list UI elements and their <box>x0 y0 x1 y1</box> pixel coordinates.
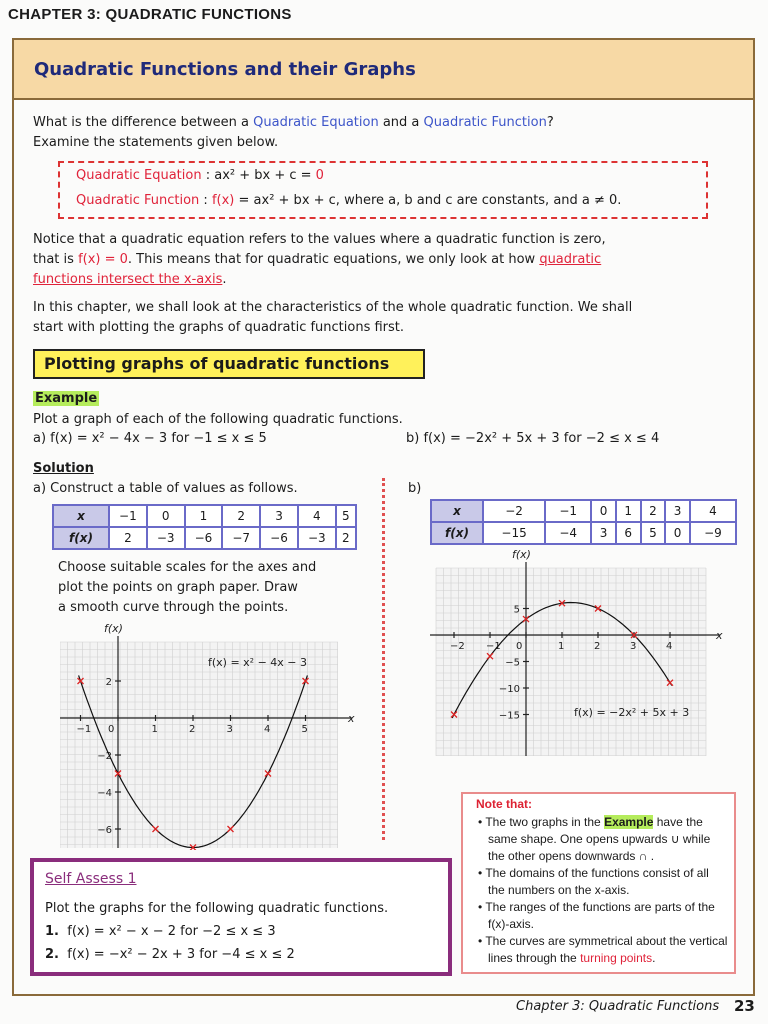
instruction-line-1: Choose suitable scales for the axes and <box>58 560 317 575</box>
x-tick-label: 4 <box>264 724 271 735</box>
note-text: The curves are symmetrical about the vertical lines through the <box>485 934 728 965</box>
table-cell: 4 <box>690 500 736 522</box>
x-tick-label: 3 <box>226 724 233 735</box>
example-text: Plot a graph of each of the following quadratic functions. <box>33 412 403 427</box>
note-title: Note that: <box>476 797 532 811</box>
x-tick-label: −1 <box>76 724 92 735</box>
section-title: Plotting graphs of quadratic functions <box>44 354 390 373</box>
x-tick-label: −2 <box>450 641 465 652</box>
function-fx: f(x) <box>211 193 235 208</box>
table-cell: 3 <box>591 522 616 544</box>
table-row <box>431 500 736 522</box>
table-row <box>53 505 356 527</box>
table-cell: 2 <box>109 527 147 549</box>
note-item: • The domains of the functions consist of all the numbers on the x-axis. <box>478 866 709 897</box>
notice-link-2: functions intersect the x-axis <box>33 272 223 287</box>
x-tick-label: 1 <box>151 724 158 735</box>
table-cell: −6 <box>260 527 298 549</box>
table-cell: 0 <box>147 505 185 527</box>
function-body: = ax² + bx + c, where a, b and c are constants, and a ≠ 0. <box>234 193 622 208</box>
x-tick-label: 2 <box>189 724 196 735</box>
equation-body: : ax² + bx + c = <box>201 168 316 183</box>
self-assess-body <box>45 897 388 966</box>
note-turning-points: turning points <box>580 951 653 965</box>
notice-link-1: quadratic <box>539 252 602 267</box>
x-tick-label: 2 <box>594 641 601 652</box>
instruction-line-3: a smooth curve through the points. <box>58 600 289 615</box>
y-tick-label: 5 <box>513 604 520 616</box>
self-assess-title: Self Assess 1 <box>45 871 137 887</box>
question-number: 2. <box>45 947 59 962</box>
function-label: Quadratic Function <box>76 193 200 208</box>
note-text: The domains of the functions consist of all the numbers on the x-axis. <box>485 866 709 897</box>
intro-text-2: and a <box>378 115 424 130</box>
solution-label: Solution <box>33 461 94 476</box>
x-tick-label: 5 <box>301 724 308 735</box>
equation-definition <box>76 168 324 183</box>
table-cell: 6 <box>616 522 641 544</box>
intro-question <box>33 113 554 153</box>
notice-fx-zero: f(x) = 0 <box>78 252 128 267</box>
y-tick-label: 2 <box>105 677 112 688</box>
table-cell: −3 <box>147 527 185 549</box>
equation-zero: 0 <box>315 168 324 183</box>
self-assess-text: Plot the graphs for the following quadratic functions. <box>45 901 389 916</box>
example-b: b) f(x) = −2x² + 5x + 3 for −2 ≤ x ≤ 4 <box>406 431 660 446</box>
table-cell: −3 <box>298 527 336 549</box>
x-tick-label: 0 <box>108 724 115 735</box>
chapter-para-line-1: In this chapter, we shall look at the characteristics of the whole quadratic function. We shall <box>33 300 633 315</box>
values-table-a <box>52 504 357 550</box>
table-cell: −7 <box>222 527 260 549</box>
note-item: • The curves are symmetrical about the vertical lines through the turning points. <box>478 934 728 965</box>
graph-paper <box>60 642 338 848</box>
table-cell: 5 <box>641 522 666 544</box>
chapter-paragraph <box>33 298 632 338</box>
table-cell: −4 <box>545 522 591 544</box>
curve-equation: f(x) = x² − 4x − 3 <box>208 656 308 669</box>
y-axis-label: f(x) <box>104 622 123 635</box>
page-title: Quadratic Functions and their Graphs <box>34 59 416 80</box>
table-cell: 3 <box>665 500 690 522</box>
note-text: have the same shape. One opens upwards ∪ while the other opens downwards ∩ . <box>488 815 711 863</box>
chapter-header: CHAPTER 3: QUADRATIC FUNCTIONS <box>8 6 292 23</box>
notice-line-1: Notice that a quadratic equation refers to the values where a quadratic function is zero, <box>33 232 606 247</box>
y-tick-label: −15 <box>498 710 520 722</box>
table-cell: −1 <box>545 500 591 522</box>
notice-text-a: that is <box>33 252 79 267</box>
table-cell: 2 <box>641 500 666 522</box>
quadratic-function-term: Quadratic Function <box>423 115 547 130</box>
function-colon: : <box>199 193 212 208</box>
table-cell: 0 <box>591 500 616 522</box>
table-cell: 5 <box>336 505 356 527</box>
x-tick-label: 0 <box>516 641 523 652</box>
y-tick-label: −5 <box>505 657 520 669</box>
table-header-fx: f(x) <box>431 522 483 544</box>
table-cell: −2 <box>483 500 545 522</box>
values-table-b <box>430 499 737 545</box>
x-axis-label: x <box>716 629 723 642</box>
y-tick-label: −2 <box>97 751 112 762</box>
instruction-line-2: plot the points on graph paper. Draw <box>58 580 298 595</box>
plot-instructions <box>58 558 316 618</box>
table-cell: −6 <box>185 527 223 549</box>
note-text: The ranges of the functions are parts of the f(x)-axis. <box>485 900 715 931</box>
footer-chapter: Chapter 3: Quadratic Functions <box>516 999 720 1014</box>
solution-b-label: b) <box>408 481 422 496</box>
curve-equation: f(x) = −2x² + 5x + 3 <box>574 706 690 719</box>
x-tick-label: 1 <box>558 641 565 652</box>
note-list <box>476 814 728 967</box>
note-text: The two graphs in the <box>485 815 605 829</box>
intro-text-4: Examine the statements given below. <box>33 135 279 150</box>
equation-label: Quadratic Equation <box>76 168 202 183</box>
solution-a-text: a) Construct a table of values as follows. <box>33 481 298 496</box>
quadratic-equation-term: Quadratic Equation <box>253 115 379 130</box>
table-cell: 1 <box>185 505 223 527</box>
y-tick-label: −6 <box>97 825 112 836</box>
intro-text-1: What is the difference between a <box>33 115 254 130</box>
table-row <box>53 527 356 549</box>
example-label: Example <box>35 391 98 406</box>
example-a: a) f(x) = x² − 4x − 3 for −1 ≤ x ≤ 5 <box>33 431 267 446</box>
intro-text-3: ? <box>546 115 554 130</box>
x-tick-label: 3 <box>630 641 637 652</box>
y-tick-label: −10 <box>498 684 520 695</box>
table-cell: −9 <box>690 522 736 544</box>
table-header-x: x <box>53 505 109 527</box>
table-cell: 2 <box>222 505 260 527</box>
question-1: f(x) = x² − x − 2 for −2 ≤ x ≤ 3 <box>67 924 276 939</box>
y-tick-label: −4 <box>97 788 112 799</box>
y-axis-label: f(x) <box>512 548 531 561</box>
notice-text-c: . This means that for quadratic equations, we only look at how <box>127 252 540 267</box>
notice-period: . <box>222 272 227 287</box>
table-row <box>431 522 736 544</box>
note-text: . <box>652 951 656 965</box>
table-cell: 3 <box>260 505 298 527</box>
table-cell: 0 <box>665 522 690 544</box>
note-item: • The two graphs in the Example have the same shape. One opens upwards ∪ while the other opens downwards ∩ . <box>478 815 711 863</box>
note-example-highlight: Example <box>604 815 654 829</box>
table-header-x: x <box>431 500 483 522</box>
table-cell: 4 <box>298 505 336 527</box>
question-number: 1. <box>45 924 59 939</box>
x-tick-label: −1 <box>486 641 501 652</box>
table-header-fx: f(x) <box>53 527 109 549</box>
x-tick-label: 4 <box>666 641 673 652</box>
graph-b <box>428 548 728 788</box>
question-2: f(x) = −x² − 2x + 3 for −4 ≤ x ≤ 2 <box>67 947 295 962</box>
graph-a <box>60 620 370 850</box>
page-number: 23 <box>734 997 755 1015</box>
notice-paragraph <box>33 230 606 290</box>
table-cell: 1 <box>616 500 641 522</box>
function-definition <box>76 193 621 208</box>
table-cell: 2 <box>336 527 356 549</box>
chapter-para-line-2: start with plotting the graphs of quadratic functions first. <box>33 320 405 335</box>
column-divider <box>382 478 385 840</box>
note-item: • The ranges of the functions are parts of the f(x)-axis. <box>478 900 715 931</box>
table-cell: −15 <box>483 522 545 544</box>
x-axis-label: x <box>348 712 355 725</box>
table-cell: −1 <box>109 505 147 527</box>
